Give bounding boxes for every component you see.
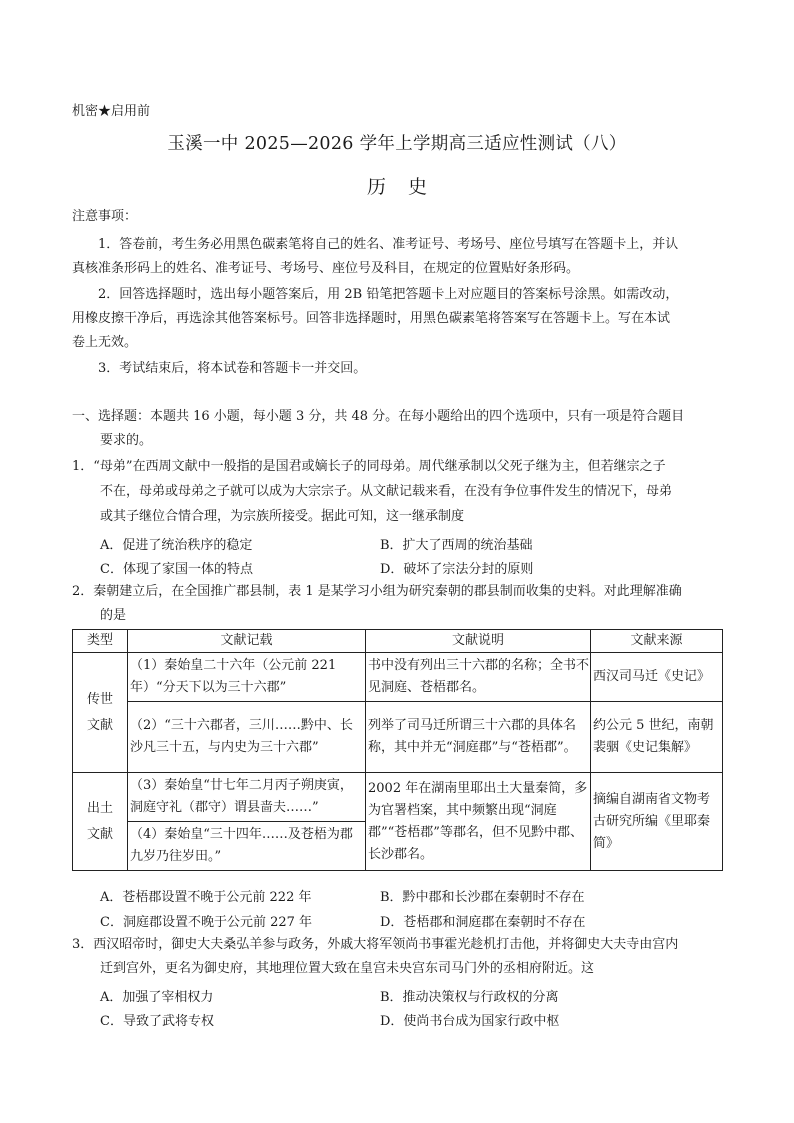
type-cell: 传世文献	[73, 653, 128, 773]
source-cell: 西汉司马迁《史记》	[591, 653, 723, 702]
subject-title: 历史	[366, 176, 449, 198]
exam-title: 玉溪一中 2025—2026 学年上学期高三适应性测试（八）	[167, 134, 627, 154]
notice-line: 1．答卷前，考生务必用黑色碳素笔将自己的姓名、准考证号、考场号、座位号填写在答题卡上，并认	[98, 237, 679, 252]
question-1-stem: 不在，母弟或母弟之子就可以成为大宗宗子。从文献记载来看，在没有争位事件发生的情况下，母弟	[100, 484, 673, 499]
table-header: 文献来源	[591, 630, 723, 653]
record-cell: （4）秦始皇“三十四年……及苍梧为郡九岁乃往岁田。”	[128, 822, 366, 871]
question-2-option-d: D．苍梧郡和洞庭郡在秦朝时不存在	[380, 915, 586, 930]
description-cell: 2002 年在湖南里耶出土大量秦简，多为官署档案，其中频繁出现“洞庭郡”“苍梧郡”等郡名，但不见黔中郡、长沙郡名。	[366, 773, 591, 871]
record-cell: （2）“三十六郡者，三川……黔中、长沙凡三十五，与内史为三十六郡”	[128, 702, 366, 773]
question-3-option-a: A．加强了宰相权力	[100, 990, 214, 1005]
notice-line: 3．考试结束后，将本试卷和答题卡一并交回。	[98, 361, 367, 376]
section-heading-cont: 要求的。	[100, 433, 153, 448]
question-1-stem: 1．“母弟”在西周文献中一般指的是国君或嫡长子的同母弟。周代继承制以父死子继为主，但若继宗之子	[72, 459, 666, 474]
table-header-row	[73, 630, 723, 653]
question-3-option-c: C．导致了武将专权	[100, 1014, 214, 1029]
table-row	[73, 773, 723, 822]
section-heading: 一、选择题：本题共 16 小题，每小题 3 分，共 48 分。在每小题给出的四个选项中，只有一项是符合题目	[72, 409, 685, 424]
record-cell: （3）秦始皇“廿七年二月丙子朔庚寅，洞庭守礼（郡守）谓县啬夫……”	[128, 773, 366, 822]
question-1-stem: 或其子继位合情合理，为宗族所接受。据此可知，这一继承制度	[100, 509, 465, 524]
question-3-stem: 3．西汉昭帝时，御史大夫桑弘羊参与政务，外戚大将军领尚书事霍光趁机打击他，并将御史大夫寺由宫内	[72, 937, 679, 952]
confidential-mark: 机密★启用前	[72, 104, 151, 119]
question-1-option-a: A．促进了统治秩序的稳定	[100, 538, 253, 553]
question-1-option-c: C．体现了家国一体的特点	[100, 562, 253, 577]
table-row	[73, 653, 723, 702]
question-2-stem: 的是	[100, 608, 127, 623]
source-cell: 摘编自湖南省文物考古研究所编《里耶秦简》	[591, 773, 723, 871]
notice-line: 真核准条形码上的姓名、准考证号、考场号、座位号及科目，在规定的位置贴好条形码。	[72, 261, 580, 276]
source-table	[72, 629, 723, 871]
source-cell: 约公元 5 世纪，南朝裴骃《史记集解》	[591, 702, 723, 773]
question-3-option-b: B．推动决策权与行政权的分离	[380, 990, 559, 1005]
notice-line: 卷上无效。	[72, 335, 138, 350]
table-header: 文献说明	[366, 630, 591, 653]
question-1-option-b: B．扩大了西周的统治基础	[380, 538, 533, 553]
notice-line: 用橡皮擦干净后，再选涂其他答案标号。回答非选择题时，用黑色碳素笔将答案写在答题卡上。写在本试	[72, 311, 671, 326]
question-2-stem: 2．秦朝建立后，在全国推广郡县制，表 1 是某学习小组为研究秦朝的郡县制而收集的史料。对此理解准确	[72, 584, 682, 599]
question-2-option-b: B．黔中郡和长沙郡在秦朝时不存在	[380, 890, 585, 905]
notice-line: 2．回答选择题时，选出每小题答案后，用 2B 铅笔把答题卡上对应题目的答案标号涂黑。如需改动，	[98, 287, 679, 302]
question-3-option-d: D．使尚书台成为国家行政中枢	[380, 1014, 560, 1029]
notice-heading: 注意事项：	[72, 209, 138, 224]
description-cell: 列举了司马迁所谓三十六郡的具体名称，其中并无“洞庭郡”与“苍梧郡”。	[366, 702, 591, 773]
type-cell: 出土文献	[73, 773, 128, 871]
question-1-option-d: D．破坏了宗法分封的原则	[380, 562, 534, 577]
question-2-option-a: A．苍梧郡设置不晚于公元前 222 年	[100, 890, 312, 905]
table-row	[73, 702, 723, 773]
question-3-stem: 迁到宫外，更名为御史府，其地理位置大致在皇宫未央宫东司马门外的丞相府附近。这	[100, 961, 595, 976]
record-cell: （1）秦始皇二十六年（公元前 221 年）“分天下以为三十六郡”	[128, 653, 366, 702]
question-2-option-c: C．洞庭郡设置不晚于公元前 227 年	[100, 915, 313, 930]
description-cell: 书中没有列出三十六郡的名称；全书不见洞庭、苍梧郡名。	[366, 653, 591, 702]
table-header: 文献记载	[128, 630, 366, 653]
table-header: 类型	[73, 630, 128, 653]
